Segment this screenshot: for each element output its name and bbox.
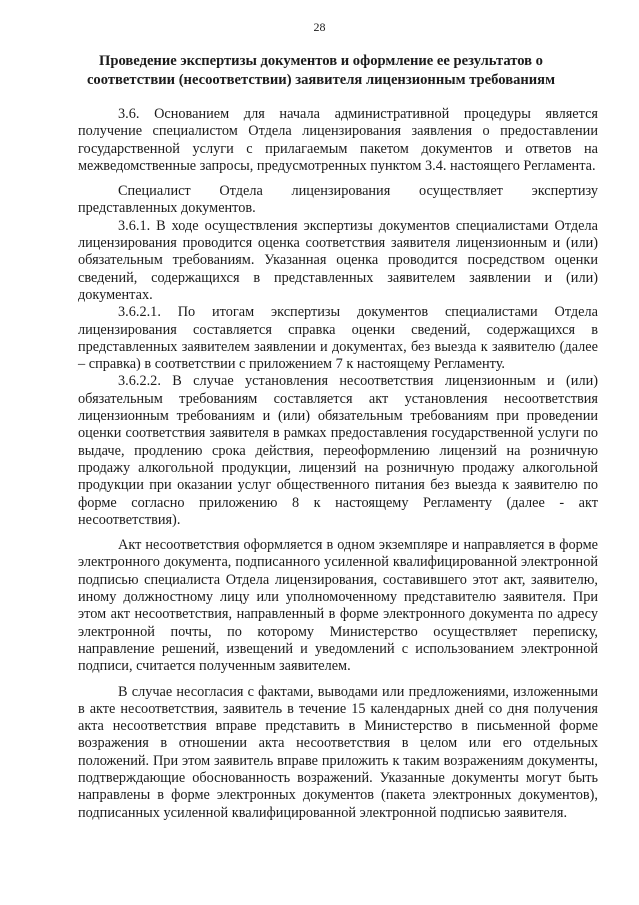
paragraph-objections: В случае несогласия с фактами, выводами или предложениями, изложенными в акте несоответствия, заявитель в течение 15 календарных дней со дня получения акта несоответствия вправе представить в Министерство в письменной форме возражения в отношении акта несоответствия в целом или его отдельных положений. При этом заявитель вправе приложить к таким возражениям документы, подтверждающие обоснованность возражений. Указанные документы могут быть направлены в форме электронных документов (пакета электронных документов), подписанных усиленной квалифицированной электронной подписью заявителя. — [78, 683, 598, 821]
section-heading-line-1: Проведение экспертизы документов и оформление ее результатов о — [99, 53, 543, 69]
section-heading — [40, 52, 602, 90]
paragraph-3-6-2-2: 3.6.2.2. В случае установления несоответствия лицензионным и (или) обязательным требованиям составляется акт установления несоответствия лицензионным требованиям и (или) обязательным требованиям при проведении оценки соответствия заявителя в рамках предоставления государственной услуги по выдаче, продлению срока действия, переоформлению лицензий на розничную продажу алкогольной продукции, лицензий на розничную продажу алкогольной продукции при оказании услуг общественного питания без выезда к заявителю по форме согласно приложению 8 к настоящему Регламенту (далее - акт несоответствия). — [78, 373, 598, 528]
paragraph-3-6-2-1: 3.6.2.1. По итогам экспертизы документов специалистами Отдела лицензирования составляется справка оценки сведений, содержащихся в представленных заявителем заявлении и документах, без выезда к заявителю (далее – справка) в соответствии с приложением 7 к настоящему Регламенту. — [78, 304, 598, 373]
paragraph-3-6-1: 3.6.1. В ходе осуществления экспертизы документов специалистами Отдела лицензирования проводится оценка соответствия заявителя лицензионным и (или) обязательным требованиям. Указанная оценка проводится посредством оценки сведений, содержащихся в представленных заявителем заявлении и (или) документах. — [78, 217, 598, 303]
page-number: 28 — [313, 20, 326, 34]
section-heading-line-2: соответствии (несоответствии) заявителя лицензионным требованиям — [86, 72, 556, 88]
paragraph-specialist: Специалист Отдела лицензирования осуществляет экспертизу представленных документов. — [78, 183, 598, 217]
document-body — [78, 106, 598, 822]
paragraph-3-6: 3.6. Основанием для начала административной процедуры является получение специалистом Отдела лицензирования заявления о предоставлении государственной услуги с прилагаемым пакетом документов и ответов на межведомственные запросы, предусмотренных пунктом 3.4. настоящего Регламента. — [78, 106, 598, 174]
paragraph-act: Акт несоответствия оформляется в одном экземпляре и направляется в форме электронного документа, подписанного усиленной квалифицированной электронной подписью специалиста Отдела лицензирования, составившего этот акт, заявителю, иному должностному лицу или уполномоченному представителю заявителя. При этом акт несоответствия, направленный в форме электронного документа по адресу электронной почты, по которому Министерство осуществляет переписку, направление решений, извещений и уведомлений с использованием электронной подписи, считается полученным заявителем. — [78, 537, 598, 675]
